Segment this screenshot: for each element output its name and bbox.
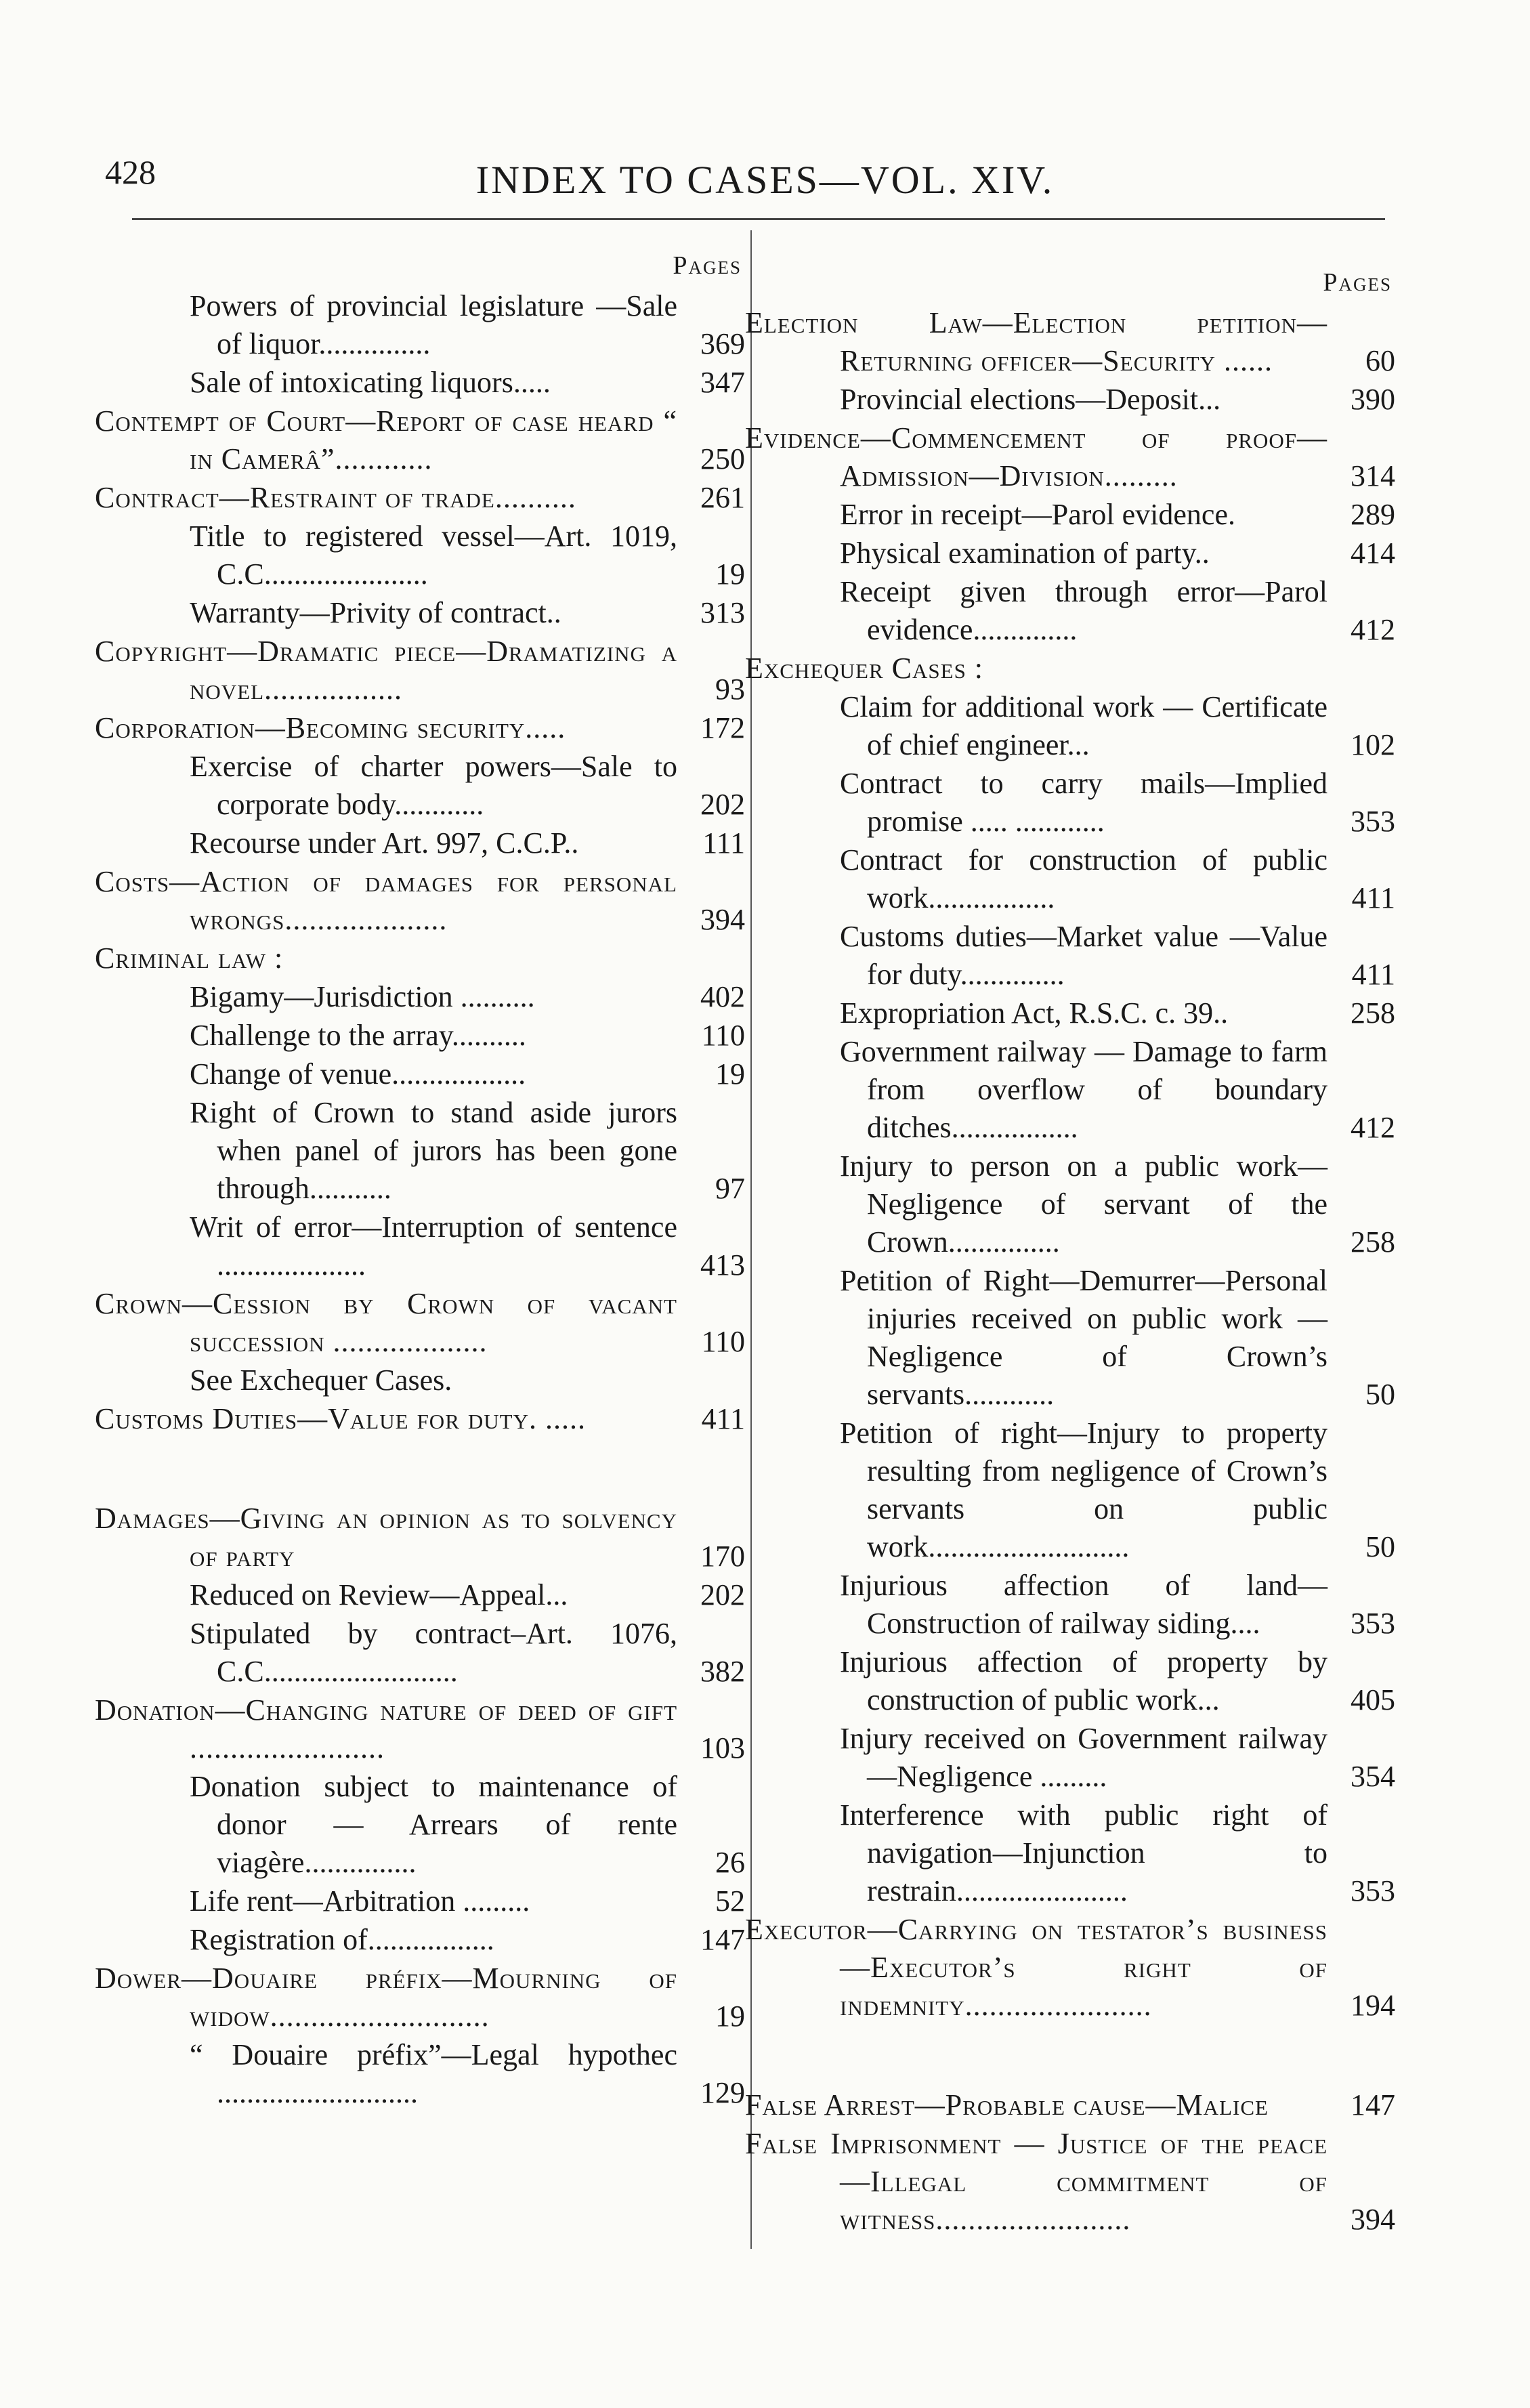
entry-page-number: 52 (715, 1884, 745, 1918)
index-entries-left (95, 287, 745, 2112)
entry-page-number: 394 (1351, 2203, 1395, 2236)
left-column (95, 251, 745, 2113)
index-entry (745, 1567, 1395, 1643)
entry-text: Dower—Douaire préfix—Mourning of widow........................... (95, 1962, 677, 2033)
index-entry (95, 1691, 745, 1767)
entry-text: Sale of intoxicating liquors..... (190, 366, 551, 399)
entry-page-number: 414 (1351, 536, 1395, 570)
entry-page-number: 313 (700, 596, 745, 629)
entry-text: “ Douaire préfix”—Legal hypothec ........................... (190, 2038, 677, 2109)
entry-text: Exchequer Cases : (745, 652, 984, 685)
index-entry (95, 1576, 745, 1614)
entry-text: Donation—Changing nature of deed of gift ........................ (95, 1693, 677, 1765)
entry-page-number: 110 (701, 1019, 745, 1052)
entry-page-number: 170 (700, 1540, 745, 1573)
entry-page-number: 353 (1351, 1607, 1395, 1640)
entry-text: Challenge to the array.......... (190, 1019, 526, 1052)
index-entry (95, 1400, 745, 1438)
page-number: 428 (105, 153, 156, 191)
entry-page-number: 50 (1365, 1530, 1395, 1563)
entry-page-number: 26 (715, 1846, 745, 1879)
entry-page-number: 103 (700, 1731, 745, 1765)
index-entry (745, 841, 1395, 917)
entry-text: Bigamy—Jurisdiction .......... (190, 980, 535, 1013)
index-entry (745, 918, 1395, 994)
entry-text: Claim for additional work — Certificate of chief engineer... (840, 690, 1327, 761)
entry-text: Title to registered vessel—Art. 1019, C.C...................... (190, 520, 677, 591)
entry-page-number: 19 (715, 1057, 745, 1091)
entry-page-number: 402 (700, 980, 745, 1013)
entry-page-number: 405 (1351, 1683, 1395, 1716)
index-entry (745, 2086, 1395, 2124)
index-entry (745, 1414, 1395, 1566)
index-entry (95, 863, 745, 939)
entry-text: Injury to person on a public work—Negligence of servant of the Crown............... (840, 1149, 1327, 1259)
entry-page-number: 353 (1351, 1874, 1395, 1907)
entry-text: Costs—Action of damages for personal wrongs.................... (95, 865, 677, 936)
entry-page-number: 93 (715, 673, 745, 706)
index-entry (95, 978, 745, 1016)
entry-text: Damages—Giving an opinion as to solvency of party (95, 1502, 677, 1573)
index-entry (95, 364, 745, 402)
index-entry (745, 304, 1395, 380)
section-gap (95, 1439, 745, 1500)
entry-page-number: 19 (715, 2000, 745, 2033)
index-entry (95, 287, 745, 363)
entry-text: Customs duties—Market value —Value for duty.............. (840, 920, 1327, 991)
header-rule (132, 218, 1385, 220)
index-entry (95, 594, 745, 632)
index-entry (745, 419, 1395, 495)
index-entry (745, 1033, 1395, 1147)
entry-text: Petition of Right—Demurrer—Personal injuries received on public work — Negligence of Crown’s servants............ (840, 1264, 1327, 1411)
section-gap (745, 2025, 1395, 2086)
entry-text: Powers of provincial legislature —Sale of liquor............... (190, 289, 677, 360)
entry-text: Criminal law : (95, 942, 284, 975)
entry-text: Provincial elections—Deposit... (840, 383, 1221, 416)
entry-page-number: 289 (1351, 498, 1395, 531)
entry-page-number: 412 (1351, 1111, 1395, 1144)
entry-text: False Arrest—Probable cause—Malice (745, 2088, 1269, 2121)
entry-page-number: 411 (1351, 958, 1395, 991)
index-entry (745, 994, 1395, 1032)
index-entry (745, 1796, 1395, 1910)
index-entry (95, 1017, 745, 1055)
entry-text: Registration of................. (190, 1923, 494, 1956)
index-entry (95, 1921, 745, 1959)
entry-page-number: 147 (1351, 2088, 1395, 2121)
entry-text: Error in receipt—Parol evidence. (840, 498, 1235, 531)
index-entry (95, 1960, 745, 2035)
index-entry (745, 573, 1395, 649)
entry-text: Exercise of charter powers—Sale to corporate body............ (190, 750, 677, 821)
index-entry (745, 1720, 1395, 1796)
entry-page-number: 413 (700, 1248, 745, 1282)
index-entry (95, 479, 745, 517)
entry-page-number: 202 (700, 1578, 745, 1611)
index-entry (95, 1208, 745, 1284)
entry-text: False Imprisonment — Justice of the peace—Illegal commitment of witness........................ (745, 2127, 1327, 2236)
index-entry (95, 824, 745, 862)
index-entry (745, 1911, 1395, 2025)
entry-text: Contempt of Court—Report of case heard “ in Camerâ”............ (95, 404, 677, 476)
entry-page-number: 412 (1351, 613, 1395, 646)
entry-text: Crown—Cession by Crown of vacant succession ................... (95, 1287, 677, 1358)
entry-page-number: 258 (1351, 1225, 1395, 1259)
entry-text: Injurious affection of land—Construction of railway siding.... (840, 1569, 1327, 1640)
index-entry (745, 381, 1395, 419)
entry-page-number: 147 (700, 1923, 745, 1956)
index-entry (95, 709, 745, 747)
entry-text: Expropriation Act, R.S.C. c. 39.. (840, 996, 1229, 1030)
index-entry (745, 1262, 1395, 1414)
entry-page-number: 50 (1365, 1378, 1395, 1411)
entry-text: Receipt given through error—Parol evidence.............. (840, 575, 1327, 646)
index-entry (745, 650, 1395, 688)
entry-page-number: 353 (1351, 805, 1395, 838)
index-entry (95, 633, 745, 709)
index-entry (745, 688, 1395, 764)
index-entry (95, 1615, 745, 1691)
entry-text: Physical examination of party.. (840, 536, 1210, 570)
index-entries-right (745, 304, 1395, 2239)
entry-text: Petition of right—Injury to property resulting from negligence of Crown’s servants on public work........................... (840, 1416, 1327, 1563)
entry-page-number: 394 (700, 903, 745, 936)
index-entry (745, 534, 1395, 572)
entry-text: Reduced on Review—Appeal... (190, 1578, 568, 1611)
index-entry (95, 1094, 745, 1208)
pages-label: Pages (673, 251, 742, 280)
pages-label: Pages (1323, 268, 1392, 297)
entry-page-number: 102 (1351, 728, 1395, 761)
entry-page-number: 411 (1351, 881, 1395, 914)
index-entry (95, 1500, 745, 1576)
entry-page-number: 390 (1351, 383, 1395, 416)
entry-text: Corporation—Becoming security..... (95, 711, 566, 744)
entry-page-number: 411 (701, 1402, 745, 1435)
entry-text: See Exchequer Cases. (190, 1364, 452, 1397)
entry-page-number: 369 (700, 327, 745, 360)
index-entry (95, 748, 745, 824)
entry-page-number: 194 (1351, 1989, 1395, 2022)
entry-page-number: 110 (701, 1325, 745, 1358)
index-entry (95, 1768, 745, 1882)
entry-text: Warranty—Privity of contract.. (190, 596, 561, 629)
index-entry (745, 1643, 1395, 1719)
entry-text: Contract to carry mails—Implied promise ..... ............ (840, 767, 1327, 838)
entry-page-number: 261 (700, 481, 745, 514)
entry-text: Change of venue.................. (190, 1057, 526, 1091)
entry-text: Donation subject to maintenance of donor — Arrears of rente viagère............... (190, 1770, 677, 1879)
index-entry (95, 1882, 745, 1920)
index-entry (95, 2036, 745, 2112)
entry-text: Copyright—Dramatic piece—Dramatizing a novel................. (95, 635, 677, 706)
entry-text: Government railway — Damage to farm from overflow of boundary ditches................. (840, 1035, 1327, 1144)
entry-page-number: 129 (700, 2076, 745, 2109)
index-entry (95, 517, 745, 593)
entry-page-number: 97 (715, 1172, 745, 1205)
index-entry (745, 496, 1395, 534)
index-entry (95, 1361, 745, 1399)
entry-text: Executor—Carrying on testator’s business—Executor’s right of indemnity....................... (745, 1913, 1327, 2022)
entry-text: Interference with public right of navigation—Injunction to restrain....................... (840, 1798, 1327, 1907)
entry-page-number: 354 (1351, 1760, 1395, 1793)
entry-page-number: 347 (700, 366, 745, 399)
index-entry (95, 939, 745, 977)
entry-page-number: 111 (702, 826, 745, 860)
index-entry (745, 1147, 1395, 1261)
entry-text: Stipulated by contract–Art. 1076, C.C.......................... (190, 1617, 677, 1688)
entry-page-number: 172 (700, 711, 745, 744)
entry-page-number: 19 (715, 557, 745, 591)
entry-page-number: 258 (1351, 996, 1395, 1030)
index-entry (745, 765, 1395, 841)
entry-text: Election Law—Election petition—Returning officer—Security ...... (745, 306, 1327, 377)
index-entry (95, 1285, 745, 1361)
right-column (745, 268, 1395, 2239)
entry-page-number: 382 (700, 1655, 745, 1688)
entry-page-number: 250 (700, 442, 745, 476)
entry-page-number: 314 (1351, 459, 1395, 492)
entry-text: Injury received on Government railway—Negligence ......... (840, 1722, 1327, 1793)
entry-text: Life rent—Arbitration ......... (190, 1884, 530, 1918)
entry-text: Writ of error—Interruption of sentence .................... (190, 1210, 677, 1282)
running-title: INDEX TO CASES—VOL. XIV. (475, 158, 1055, 202)
index-entry (95, 402, 745, 478)
entry-page-number: 60 (1365, 344, 1395, 377)
index-entry (95, 1055, 745, 1093)
entry-text: Contract—Restraint of trade.......... (95, 481, 576, 514)
entry-text: Right of Crown to stand aside jurors when panel of jurors has been gone through........... (190, 1096, 677, 1205)
entry-text: Recourse under Art. 997, C.C.P.. (190, 826, 579, 860)
entry-text: Contract for construction of public work................. (840, 843, 1327, 914)
index-entry (745, 2125, 1395, 2239)
entry-text: Evidence—Commencement of proof—Admission—Division......... (745, 421, 1327, 492)
entry-text: Customs Duties—Value for duty. ..... (95, 1402, 586, 1435)
entry-text: Injurious affection of property by construction of public work... (840, 1645, 1327, 1716)
entry-page-number: 202 (700, 788, 745, 821)
